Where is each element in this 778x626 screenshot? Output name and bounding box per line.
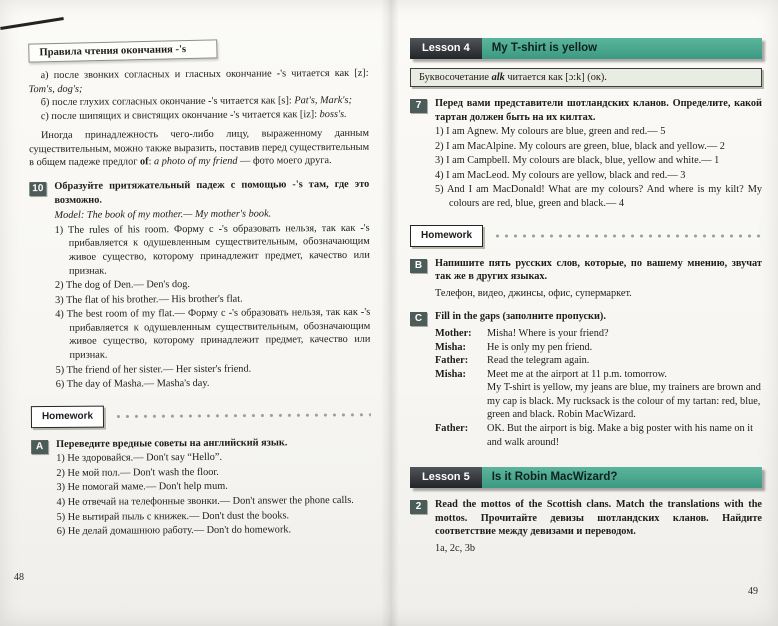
dialog-text: My T-shirt is yellow, my jeans are blue, my trainers are brown and my cap is black. My rucksack is the colour of my tartan: red, blue, green and black. Robin MacWizard.: [487, 382, 761, 421]
exercise-a-item: 5) Не вытирай пыль с книжек.— Don't dust the books.: [56, 509, 290, 523]
exercise-b: [410, 257, 762, 301]
dialog-speaker: Father:: [435, 355, 469, 367]
dialog-line: [435, 354, 762, 368]
exercise-7-item: 3) I am Campbell. My colours are black, blue, yellow and white.— 1: [435, 155, 720, 167]
exercise-2-task: Read the mottos of the Scottish clans. Match the translations with the mottos. Прочитайте девизы шотландских кланов. Найдите соответствие между девизами и переводом.: [435, 499, 762, 538]
dialog: [435, 327, 762, 449]
exercise-7-item: 4) I am MacLeod. My colours are yellow, black and red.— 3: [435, 169, 686, 181]
lesson-5-title: Is it Robin MacWizard?: [482, 467, 762, 488]
exercise-c-body: [435, 310, 762, 449]
dialog-line: [435, 422, 762, 449]
dialog-line: [435, 327, 762, 341]
exercise-10: [29, 178, 370, 392]
exercise-2-body: [435, 498, 762, 555]
exercise-10-model: Model: The book of my mother.— My mother's book.: [54, 208, 272, 222]
exercise-7-task: Перед вами представители шотландских кланов. Определите, какой тартан должен быть на их килтах.: [435, 98, 762, 123]
exercise-7-number-badge: 7: [410, 99, 427, 113]
exercise-10-item: 1) The rules of his room. Форму с -'s образовать нельзя, так как -'s прибавляется к одушевленным существительным, обозначающим живое существо, которому принадлежит предмет, качество или признак.: [54, 222, 370, 277]
lesson-4-header: [410, 38, 762, 59]
exercise-10-item: 4) The best room of my flat.— Форму с -'s образовать нельзя, так как -'s прибавляется к одушевленным существительным, обозначающим живое существо, которому принадлежит предмет, качество или признак.: [55, 307, 371, 361]
exercise-2-number-badge: 2: [410, 500, 427, 514]
rule-line-c: c) после шипящих и свистящих окончание -'s читается как [iz]: boss's.: [40, 108, 347, 122]
lesson-5-label: Lesson 5: [410, 467, 482, 488]
dotted-divider: [493, 233, 762, 239]
homework-section-left: [31, 403, 371, 427]
page-number-left: 48: [14, 572, 24, 583]
exercise-7: [410, 97, 762, 211]
exercise-7-item: 1) I am Agnew. My colours are blue, green and red.— 5: [435, 126, 666, 138]
exercise-7-body: [435, 97, 762, 211]
dotted-divider: [114, 411, 371, 419]
dialog-line: [435, 368, 762, 382]
exercise-10-item: 3) The flat of his brother.— His brother's flat.: [55, 293, 243, 306]
exercise-10-item: 2) The dog of Den.— Den's dog.: [54, 279, 190, 292]
exercise-a-item: 4) Не отвечай на телефонные звонки.— Don't answer the phone calls.: [56, 494, 354, 508]
dialog-speaker: Misha:: [435, 368, 466, 380]
exercise-b-letter-badge: B: [410, 259, 427, 273]
exercise-a-letter-badge: A: [31, 440, 48, 454]
dialog-text: Misha! Where is your friend?: [487, 327, 609, 339]
left-page: [6, 25, 382, 539]
exercise-a-item: 6) Не делай домашнюю работу.— Don't do homework.: [56, 524, 292, 538]
exercise-c: [410, 310, 762, 449]
right-page: [404, 8, 768, 555]
alk-rule-box: Буквосочетание alk читается как [ɔ:k] (ок).: [410, 68, 762, 87]
lesson-4-label: Lesson 4: [410, 38, 482, 59]
exercise-a-task: Переведите вредные советы на английский язык.: [56, 437, 288, 450]
dialog-text: OK. But the airport is big. Make a big poster with his name on it and walk around!: [487, 422, 753, 448]
dialog-speaker: Misha:: [435, 341, 466, 353]
dialog-text: Read the telegram again.: [487, 355, 590, 367]
rule-note: Иногда принадлежность чего-либо лицу, выраженному данным существительным, можно также выразить, поставив перед существительным в общем падеже предлог of: a photo of my friend — фото моего друга.: [29, 128, 370, 169]
dialog-text: Meet me at the airport at 11 p.m. tomorrow.: [487, 368, 667, 380]
dialog-speaker: Mother:: [435, 327, 472, 339]
exercise-7-item: 5) And I am MacDonald! What are my colours? And where is my kilt? My colours are red, blue, green and black.— 4: [435, 184, 762, 210]
exercise-10-item: 6) The day of Masha.— Masha's day.: [55, 378, 210, 391]
dialog-line: [435, 381, 762, 422]
lesson-4-title: My T-shirt is yellow: [482, 38, 762, 59]
dialog-line: [435, 341, 762, 355]
rule-banner-title: Правила чтения окончания -'s: [39, 44, 187, 59]
dialog-text: He is only my pen friend.: [487, 341, 593, 353]
exercise-a-item: 1) Не здоровайся.— Don't say “Hello”.: [56, 452, 223, 465]
page-gutter: [381, 0, 399, 626]
rule-line-a: а) после звонких согласных и гласных окончание -'s читается как [z]: Tom's, dog's;: [28, 67, 369, 95]
exercise-2: [410, 498, 762, 555]
page-number-right: 49: [748, 586, 758, 597]
exercise-10-task: Образуйте притяжательный падеж с помощью -'s там, где это возможно.: [54, 178, 370, 206]
exercise-b-task: Напишите пять русских слов, которые, по вашему мнению, звучат так же в других языках.: [435, 257, 762, 283]
exercise-b-body: [435, 257, 762, 301]
exercise-2-answer: 1a, 2c, 3b: [435, 542, 476, 554]
exercise-10-number-badge: 10: [29, 182, 46, 196]
homework-section-right: [410, 225, 762, 247]
exercise-7-item: 2) I am MacAlpine. My colours are green, blue, black and yellow.— 2: [435, 140, 725, 152]
homework-label: Homework: [31, 405, 104, 428]
homework-label: Homework: [410, 225, 483, 247]
dialog-speaker: [435, 381, 483, 422]
exercise-b-answer: Телефон, видео, джинсы, офис, супермаркет.: [435, 287, 632, 299]
exercise-c-task: Fill in the gaps (заполните пропуски).: [435, 311, 606, 323]
rule-line-b: б) после глухих согласных окончание -'s читается как [s]: Pat's, Mark's;: [40, 95, 352, 109]
rule-banner: [28, 39, 217, 62]
exercise-a-body: [56, 435, 372, 538]
lesson-5-header: [410, 467, 762, 488]
exercise-10-item: 5) The friend of her sister.— Her sister's friend.: [55, 363, 252, 376]
dialog-speaker: Father:: [435, 422, 469, 434]
exercise-a-item: 2) Не мой пол.— Don't wash the floor.: [56, 466, 219, 479]
exercise-c-letter-badge: C: [410, 312, 427, 326]
exercise-a: [31, 435, 372, 538]
exercise-10-body: [54, 178, 370, 392]
exercise-a-item: 3) Не помогай маме.— Don't help mum.: [56, 481, 228, 494]
